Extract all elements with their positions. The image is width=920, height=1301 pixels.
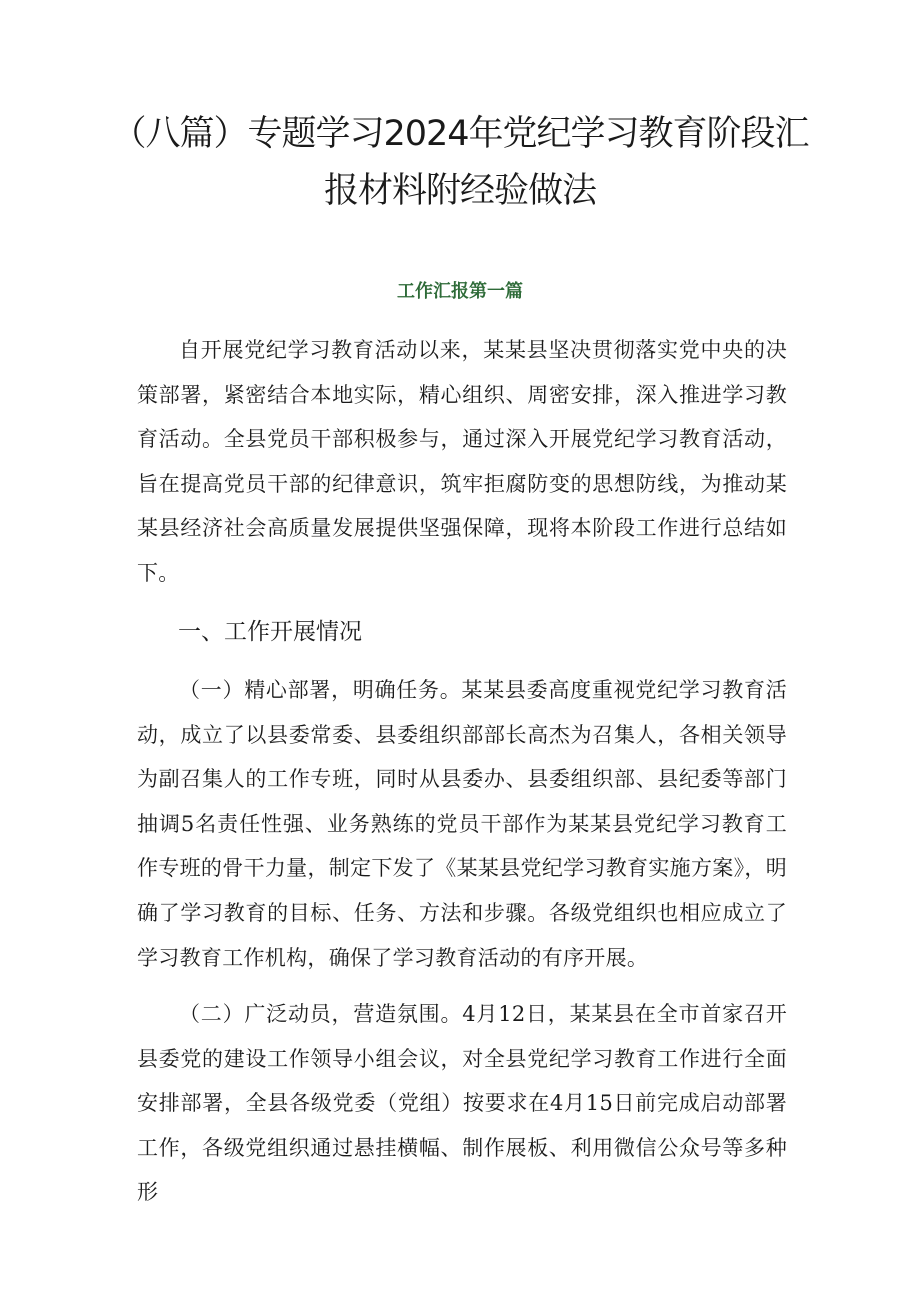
report-subhead: 工作汇报第一篇: [397, 281, 523, 302]
paragraph-deployment: （一）精心部署，明确任务。某某县委高度重视党纪学习教育活动，成立了以县委常委、县委组织部部长高杰为召集人，各相关领导为副召集人的工作专班，同时从县委办、县委组织部、县纪委等部门抽调5名责任性强、业务熟练的党员干部作为某某县党纪学习教育工作专班的骨干力量，制定下发了《某某县党纪学习教育实施方案》，明确了学习教育的目标、任务、方法和步骤。各级党组织也相应成立了学习教育工作机构，确保了学习教育活动的有序开展。: [137, 678, 787, 970]
section-heading-work-progress: 一、工作开展情况: [178, 619, 362, 645]
intro-paragraph: 自开展党纪学习教育活动以来，某某县坚决贯彻落实党中央的决策部署，紧密结合本地实际，精心组织、周密安排，深入推进学习教育活动。全县党员干部积极参与，通过深入开展党纪学习教育活动，旨在提高党员干部的纪律意识，筑牢拒腐防变的思想防线，为推动某某县经济社会高质量发展提供坚强保障，现将本阶段工作进行总结如下。: [137, 338, 787, 585]
document-title: （八篇）专题学习2024年党纪学习教育阶段汇报材料附经验做法: [111, 114, 809, 211]
paragraph-mobilization: （二）广泛动员，营造氛围。4月12日，某某县在全市首家召开县委党的建设工作领导小组会议，对全县党纪学习教育工作进行全面安排部署，全县各级党委（党组）按要求在4月15日前完成启动部署工作，各级党组织通过悬挂横幅、制作展板、利用微信公众号等多种形: [137, 1002, 787, 1205]
